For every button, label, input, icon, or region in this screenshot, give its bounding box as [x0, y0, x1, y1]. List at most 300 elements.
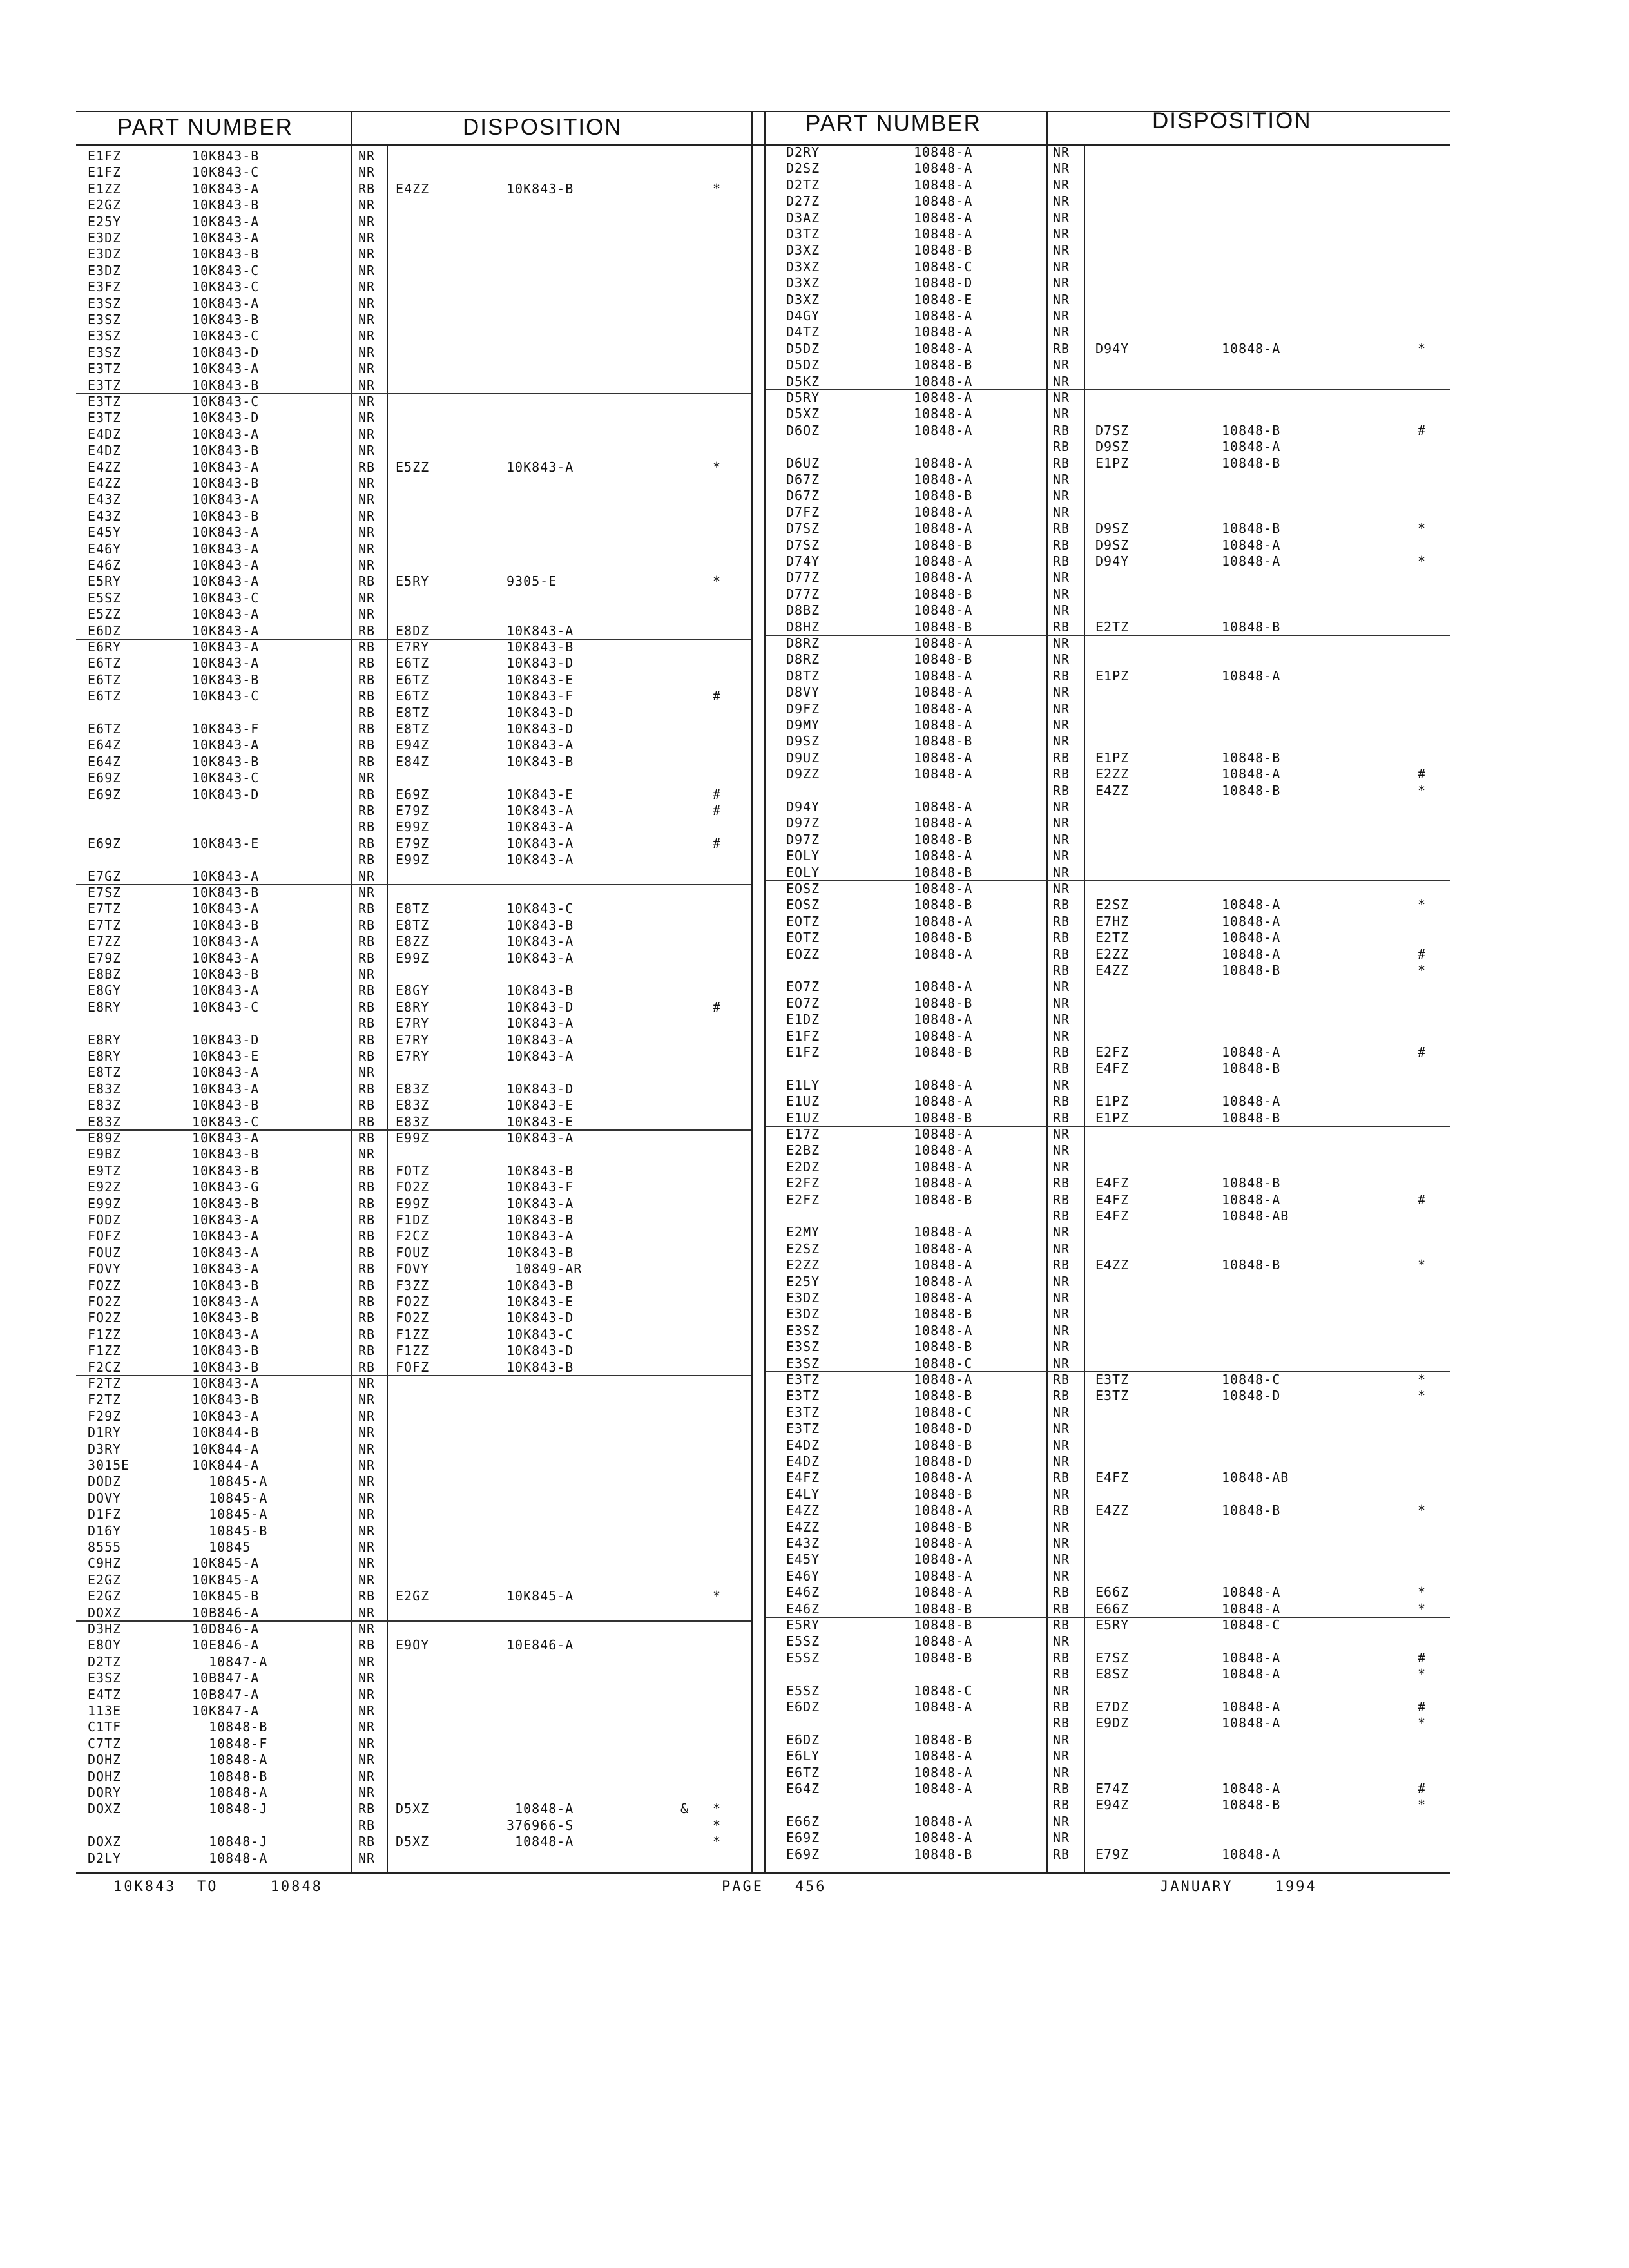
base-number-cell: 10K843-B — [192, 476, 260, 491]
table-row — [76, 1130, 751, 1146]
note-flag-cell: # — [1418, 422, 1427, 438]
disposition-code-cell: NR — [358, 1653, 376, 1669]
replacement-base-cell: 10K843-D — [506, 1343, 574, 1359]
base-number-cell: 10848-A — [914, 1273, 973, 1289]
part-number-cell: E25Y — [88, 213, 122, 229]
disposition-code-cell: NR — [358, 590, 376, 606]
table-row — [766, 1126, 1450, 1142]
replacement-base-cell: 10K843-C — [506, 901, 574, 917]
disposition-code-cell: NR — [358, 1539, 376, 1555]
table-row — [76, 1228, 751, 1244]
part-number-cell: EOLY — [786, 848, 820, 864]
table-row — [76, 1245, 751, 1260]
disposition-code-cell: NR — [358, 770, 376, 786]
disposition-code-cell: RB — [358, 1228, 376, 1244]
base-number-cell: 10848-B — [914, 357, 973, 373]
part-number-cell: 3015E — [88, 1457, 130, 1473]
replacement-base-cell: 10K843-B — [506, 1212, 574, 1227]
disposition-code-cell: NR — [1053, 242, 1070, 258]
part-number-cell: E46Y — [88, 541, 122, 557]
part-number-cell: E3TZ — [88, 377, 122, 393]
part-number-cell: C9HZ — [88, 1555, 122, 1571]
table-row — [766, 1028, 1450, 1044]
replacement-part-cell: E4ZZ — [1095, 1503, 1130, 1519]
part-number-cell: E2GZ — [88, 1571, 122, 1588]
disposition-code-cell: RB — [358, 622, 376, 639]
part-number-cell: D3AZ — [786, 209, 820, 226]
part-number-cell: D9MY — [786, 717, 820, 733]
replacement-base-cell: 10848-C — [1222, 1372, 1281, 1387]
part-number-cell: E1FZ — [786, 1028, 820, 1044]
bottom-rule — [76, 1872, 1450, 1874]
table-row — [76, 1048, 751, 1064]
table-row — [76, 1196, 751, 1211]
table-row — [76, 606, 751, 622]
disposition-code-cell: RB — [1053, 340, 1070, 356]
table-row — [766, 160, 1450, 176]
right-part-number-header: PART NUMBER — [805, 111, 981, 136]
replacement-base-cell: 10848-A — [1222, 553, 1281, 569]
disposition-code-cell: RB — [1053, 1699, 1070, 1715]
part-number-cell: E83Z — [88, 1097, 122, 1113]
replacement-base-cell: 10K843-A — [506, 1228, 574, 1244]
replacement-base-cell: 10848-A — [1222, 1666, 1281, 1682]
disposition-code-cell: NR — [1053, 799, 1070, 814]
base-number-cell: 10K843-B — [192, 508, 260, 524]
disposition-code-cell: NR — [1053, 1830, 1070, 1846]
base-number-cell: 10848-C — [914, 258, 973, 274]
table-row — [76, 296, 751, 311]
part-number-cell: E64Z — [786, 1781, 820, 1796]
disposition-code-cell: NR — [358, 557, 376, 573]
table-row — [766, 799, 1450, 814]
replacement-part-cell: E8TZ — [396, 901, 430, 917]
replacement-part-cell: E1PZ — [1095, 668, 1130, 684]
replacement-base-cell: 10K843-A — [506, 622, 574, 639]
base-number-cell: 10848-A — [914, 1813, 973, 1829]
table-row — [76, 1179, 751, 1195]
part-number-cell: E45Y — [88, 524, 122, 541]
part-number-cell: E8RY — [88, 1032, 122, 1048]
left-disposition-header: DISPOSITION — [463, 115, 622, 140]
part-number-cell: E2FZ — [786, 1175, 820, 1191]
table-row — [766, 308, 1450, 323]
replacement-base-cell: 10848-A — [1222, 537, 1281, 553]
part-number-cell: E3DZ — [786, 1290, 820, 1305]
base-number-cell: 10K843-B — [192, 1343, 260, 1359]
part-number-cell: D97Z — [786, 831, 820, 847]
note-flag-cell: # — [1418, 1649, 1427, 1666]
replacement-part-cell: E69Z — [396, 786, 430, 802]
part-number-cell: FODZ — [88, 1212, 122, 1227]
center-divider-a — [751, 111, 753, 1874]
table-row — [766, 1601, 1450, 1618]
table-row — [766, 668, 1450, 684]
part-number-cell: E4TZ — [88, 1686, 122, 1702]
base-number-cell: 10848-A — [914, 570, 973, 586]
base-number-cell: 10848-A — [914, 1290, 973, 1305]
table-row — [76, 181, 751, 197]
table-row — [766, 390, 1450, 405]
base-number-cell: 10848-D — [914, 1454, 973, 1469]
base-number-cell: 10K843-D — [192, 410, 260, 426]
table-row — [76, 950, 751, 966]
part-number-cell: D2LY — [88, 1850, 122, 1866]
part-number-cell: EOSZ — [786, 881, 820, 896]
replacement-part-cell: E3TZ — [1095, 1388, 1130, 1404]
base-number-cell: 10K843-B — [192, 966, 260, 982]
table-row — [76, 1572, 751, 1588]
part-number-cell: E89Z — [88, 1130, 122, 1146]
disposition-code-cell: NR — [358, 148, 376, 164]
disposition-code-cell: RB — [1053, 1781, 1070, 1796]
part-number-cell: F1ZZ — [88, 1343, 122, 1359]
disposition-code-cell: NR — [1053, 1158, 1070, 1175]
table-row — [766, 1666, 1450, 1682]
disposition-code-cell: NR — [1053, 635, 1070, 651]
disposition-code-cell: RB — [1053, 1044, 1070, 1060]
disposition-code-cell: NR — [1053, 1126, 1070, 1142]
table-row — [766, 1617, 1450, 1633]
disposition-code-cell: RB — [358, 688, 376, 704]
disposition-code-cell: RB — [358, 1801, 376, 1817]
base-number-cell: 10K843-B — [192, 1359, 260, 1375]
table-row — [76, 1212, 751, 1227]
base-number-cell: 10848-B — [914, 1649, 973, 1666]
base-number-cell: 10848-B — [914, 1846, 973, 1862]
part-number-cell: DOXZ — [88, 1604, 122, 1620]
base-number-cell: 10K845-A — [192, 1571, 260, 1588]
base-number-cell: 10K843-A — [192, 1376, 260, 1391]
part-number-cell: E6TZ — [786, 1764, 820, 1780]
part-number-cell: E1UZ — [786, 1093, 820, 1110]
table-row — [766, 1503, 1450, 1518]
part-number-cell: E2ZZ — [786, 1257, 820, 1273]
replacement-part-cell: D94Y — [1095, 553, 1130, 569]
disposition-code-cell: NR — [358, 1703, 376, 1718]
disposition-code-cell: NR — [1053, 1731, 1070, 1747]
disposition-code-cell: RB — [358, 1261, 376, 1277]
replacement-part-cell: E2TZ — [1095, 619, 1130, 635]
part-number-cell: E7GZ — [88, 868, 122, 884]
table-row — [76, 1032, 751, 1048]
base-number-cell: 10K845-B — [192, 1588, 260, 1604]
table-row — [766, 1797, 1450, 1812]
part-number-cell: E6TZ — [88, 721, 122, 736]
disposition-code-cell: NR — [1053, 144, 1070, 160]
table-row — [76, 361, 751, 376]
disposition-code-cell: NR — [1053, 504, 1070, 520]
replacement-part-cell: E7SZ — [1095, 1649, 1130, 1666]
base-number-cell: 10K843-C — [192, 1113, 260, 1129]
replacement-part-cell: D7SZ — [1095, 422, 1130, 438]
replacement-part-cell: E66Z — [1095, 1584, 1130, 1600]
disposition-code-cell: RB — [358, 721, 376, 736]
table-row — [76, 508, 751, 524]
base-number-cell: 10E846-A — [192, 1637, 260, 1653]
base-number-cell: 10K843-D — [192, 1032, 260, 1048]
part-number-cell: D3XZ — [786, 258, 820, 274]
part-number-cell: E4LY — [786, 1486, 820, 1502]
part-number-cell: 113E — [88, 1703, 122, 1718]
part-number-cell: D74Y — [786, 553, 820, 569]
part-number-cell: D4GY — [786, 308, 820, 323]
note-flag-cell: # — [713, 786, 722, 802]
note-flag-cell: * — [1418, 1797, 1427, 1813]
table-row — [766, 1110, 1450, 1127]
disposition-code-cell: RB — [1053, 766, 1070, 782]
disposition-code-cell: NR — [1053, 1028, 1070, 1044]
disposition-code-cell: NR — [1053, 717, 1070, 733]
base-number-cell: 10K843-F — [192, 721, 260, 736]
part-number-cell: D5XZ — [786, 406, 820, 422]
table-row — [76, 721, 751, 736]
part-number-cell: E46Z — [88, 557, 122, 573]
part-number-cell: D5DZ — [786, 357, 820, 373]
base-number-cell: 10K843-C — [192, 262, 260, 278]
table-row — [76, 934, 751, 949]
base-number-cell: 10848-A — [914, 1142, 973, 1158]
part-number-cell: E3TZ — [786, 1421, 820, 1437]
table-row — [766, 1290, 1450, 1305]
part-number-cell: E9TZ — [88, 1162, 122, 1178]
table-row — [76, 573, 751, 589]
disposition-code-cell: NR — [358, 541, 376, 557]
base-number-cell: 10845 — [192, 1539, 251, 1555]
disposition-code-cell: RB — [358, 983, 376, 999]
table-row — [766, 341, 1450, 356]
part-number-cell: E5ZZ — [88, 606, 122, 622]
table-row — [766, 1519, 1450, 1535]
base-number-cell: 10K843-A — [192, 180, 260, 197]
part-number-cell: E46Y — [786, 1568, 820, 1584]
base-number-cell: 10848-A — [914, 1240, 973, 1256]
replacement-base-cell: 10K843-B — [506, 1162, 574, 1178]
table-row — [76, 869, 751, 885]
replacement-part-cell: E7RY — [396, 639, 430, 655]
replacement-part-cell: E5RY — [396, 573, 430, 590]
part-number-cell: E6DZ — [88, 622, 122, 639]
part-number-cell: E5SZ — [786, 1649, 820, 1666]
part-number-cell: E1DZ — [786, 1012, 820, 1028]
disposition-code-cell: NR — [1053, 1273, 1070, 1289]
part-number-cell: E3FZ — [88, 279, 122, 295]
disposition-code-cell: RB — [1053, 521, 1070, 537]
part-number-cell: E43Z — [88, 492, 122, 508]
disposition-code-cell: RB — [358, 803, 376, 818]
base-number-cell: 10K843-B — [192, 443, 260, 459]
part-number-cell: E1UZ — [786, 1110, 820, 1126]
table-row — [766, 1650, 1450, 1666]
base-number-cell: 10K843-A — [192, 1326, 260, 1342]
part-number-cell: F2CZ — [88, 1359, 122, 1375]
table-row — [766, 733, 1450, 749]
table-row — [766, 963, 1450, 978]
base-number-cell: 10848-A — [914, 946, 973, 962]
table-row — [766, 521, 1450, 536]
table-row — [76, 197, 751, 213]
replacement-base-cell: 10K843-B — [506, 639, 574, 655]
base-number-cell: 10K843-B — [192, 1146, 260, 1162]
base-number-cell: 10848-A — [914, 406, 973, 422]
disposition-code-cell: NR — [1053, 472, 1070, 487]
replacement-part-cell: E79Z — [396, 803, 430, 818]
disposition-code-cell: NR — [1053, 373, 1070, 389]
note-flag-cell: # — [1418, 1781, 1427, 1796]
part-number-cell: D97Z — [786, 815, 820, 831]
replacement-part-cell: E2SZ — [1095, 897, 1130, 913]
disposition-code-cell: NR — [1053, 193, 1070, 209]
table-row — [766, 1535, 1450, 1551]
base-number-cell: 10K843-B — [192, 671, 260, 687]
disposition-code-cell: NR — [358, 476, 376, 491]
disposition-code-cell: RB — [358, 1179, 376, 1195]
table-row — [766, 701, 1450, 716]
table-row — [76, 1621, 751, 1637]
table-row — [766, 1257, 1450, 1273]
base-number-cell: 10848-B — [914, 864, 973, 880]
table-row — [76, 1539, 751, 1555]
disposition-code-cell: NR — [1053, 831, 1070, 847]
base-number-cell: 10B847-A — [192, 1686, 260, 1702]
part-number-cell: E3SZ — [88, 1670, 122, 1686]
table-row — [766, 423, 1450, 438]
note-flag-cell: * — [713, 1817, 722, 1833]
base-number-cell: 10848-A — [914, 815, 973, 831]
table-row — [766, 259, 1450, 274]
base-number-cell: 10848-A — [914, 913, 973, 929]
base-number-cell: 10848-A — [914, 749, 973, 765]
replacement-base-cell: 10K843-E — [506, 1294, 574, 1309]
replacement-base-cell: 10K843-A — [506, 950, 574, 966]
table-row — [76, 754, 751, 769]
base-number-cell: 10848-B — [914, 488, 973, 504]
disposition-code-cell: RB — [358, 1212, 376, 1227]
replacement-part-cell: E74Z — [1095, 1781, 1130, 1796]
part-number-cell: E4DZ — [88, 426, 122, 442]
table-row — [76, 1163, 751, 1178]
base-number-cell: 10848-A — [914, 521, 973, 537]
disposition-code-cell: NR — [1053, 258, 1070, 274]
note-flag-cell: # — [713, 688, 722, 704]
replacement-part-cell: E1PZ — [1095, 1110, 1130, 1126]
table-row — [766, 832, 1450, 847]
note-flag-cell: # — [1418, 766, 1427, 782]
disposition-code-cell: NR — [1053, 308, 1070, 323]
table-row — [766, 374, 1450, 390]
base-number-cell: 10848-B — [914, 1191, 973, 1207]
table-row — [766, 848, 1450, 863]
part-number-cell: D8RZ — [786, 635, 820, 651]
replacement-base-cell: 10849-AR — [506, 1261, 583, 1277]
table-row — [766, 1159, 1450, 1175]
disposition-code-cell: RB — [1053, 668, 1070, 684]
replacement-part-cell: E7RY — [396, 1015, 430, 1032]
part-number-cell: D67Z — [786, 488, 820, 504]
table-row — [766, 570, 1450, 585]
disposition-code-cell: RB — [358, 934, 376, 950]
disposition-code-cell: RB — [358, 1294, 376, 1309]
part-number-cell: FO2Z — [88, 1310, 122, 1326]
part-number-cell: D3TZ — [786, 226, 820, 242]
base-number-cell: 10848-A — [914, 1093, 973, 1110]
table-row — [766, 472, 1450, 487]
replacement-part-cell: FO2Z — [396, 1179, 430, 1195]
part-number-cell: E8TZ — [88, 1064, 122, 1081]
part-number-cell: D6UZ — [786, 455, 820, 471]
replacement-part-cell: F1ZZ — [396, 1326, 430, 1342]
base-number-cell: 10848-A — [914, 1568, 973, 1584]
replacement-base-cell: 10K843-A — [506, 737, 574, 753]
disposition-code-cell: NR — [358, 1670, 376, 1686]
part-number-cell: E3TZ — [88, 394, 122, 409]
base-number-cell: 10848-B — [914, 1600, 973, 1617]
table-row — [76, 1408, 751, 1424]
part-number-cell: E83Z — [88, 1113, 122, 1129]
disposition-code-cell: NR — [1053, 1224, 1070, 1240]
footer-range: 10K843 TO 10848 — [113, 1879, 323, 1895]
part-number-cell: EOTZ — [786, 913, 820, 929]
base-number-cell: 10848-B — [914, 651, 973, 668]
base-number-cell: 10848-B — [914, 1110, 973, 1126]
base-number-cell: 10848-A — [914, 668, 973, 684]
replacement-base-cell: 10K843-B — [506, 753, 574, 769]
replacement-base-cell: 10K843-F — [506, 1179, 574, 1195]
part-number-cell: D5DZ — [786, 340, 820, 356]
replacement-part-cell: E5ZZ — [396, 459, 430, 475]
disposition-code-cell: NR — [1053, 881, 1070, 896]
part-number-cell: E6TZ — [88, 655, 122, 671]
disposition-code-cell: NR — [1053, 406, 1070, 422]
replacement-base-cell: 10K843-E — [506, 671, 574, 687]
disposition-code-cell: NR — [1053, 1290, 1070, 1305]
disposition-code-cell: NR — [358, 1441, 376, 1457]
table-row — [766, 1470, 1450, 1485]
replacement-part-cell: E1PZ — [1095, 1093, 1130, 1110]
base-number-cell: 10K843-C — [192, 164, 260, 180]
part-number-cell: E3DZ — [88, 246, 122, 262]
base-number-cell: 10K843-C — [192, 394, 260, 409]
disposition-code-cell: NR — [358, 885, 376, 900]
note-flag-cell: * — [1418, 1715, 1427, 1731]
base-number-cell: 10848-C — [914, 1404, 973, 1420]
replacement-part-cell: D5XZ — [396, 1834, 430, 1850]
disposition-code-cell: NR — [1053, 1404, 1070, 1420]
table-row — [766, 1077, 1450, 1093]
base-number-cell: 10K843-A — [192, 901, 260, 917]
base-number-cell: 10K843-A — [192, 1130, 260, 1146]
table-row — [76, 1425, 751, 1440]
replacement-part-cell: FO2Z — [396, 1310, 430, 1326]
part-number-cell: D5RY — [786, 390, 820, 405]
replacement-base-cell: 10848-A — [506, 1834, 574, 1850]
note-flag-cell: * — [1418, 782, 1427, 798]
disposition-code-cell: NR — [358, 1523, 376, 1539]
part-number-cell: D7SZ — [786, 521, 820, 537]
replacement-base-cell: 10K845-A — [506, 1588, 574, 1604]
base-number-cell: 10K843-A — [192, 541, 260, 557]
table-row — [766, 995, 1450, 1011]
table-row — [76, 1818, 751, 1833]
base-number-cell: 10848-A — [914, 979, 973, 995]
base-number-cell: 10K847-A — [192, 1703, 260, 1718]
table-row — [766, 1356, 1450, 1372]
disposition-code-cell: NR — [1053, 815, 1070, 831]
disposition-code-cell: NR — [358, 1768, 376, 1784]
disposition-code-cell: NR — [1053, 1355, 1070, 1371]
disposition-code-cell: NR — [358, 524, 376, 541]
table-row — [76, 1343, 751, 1358]
